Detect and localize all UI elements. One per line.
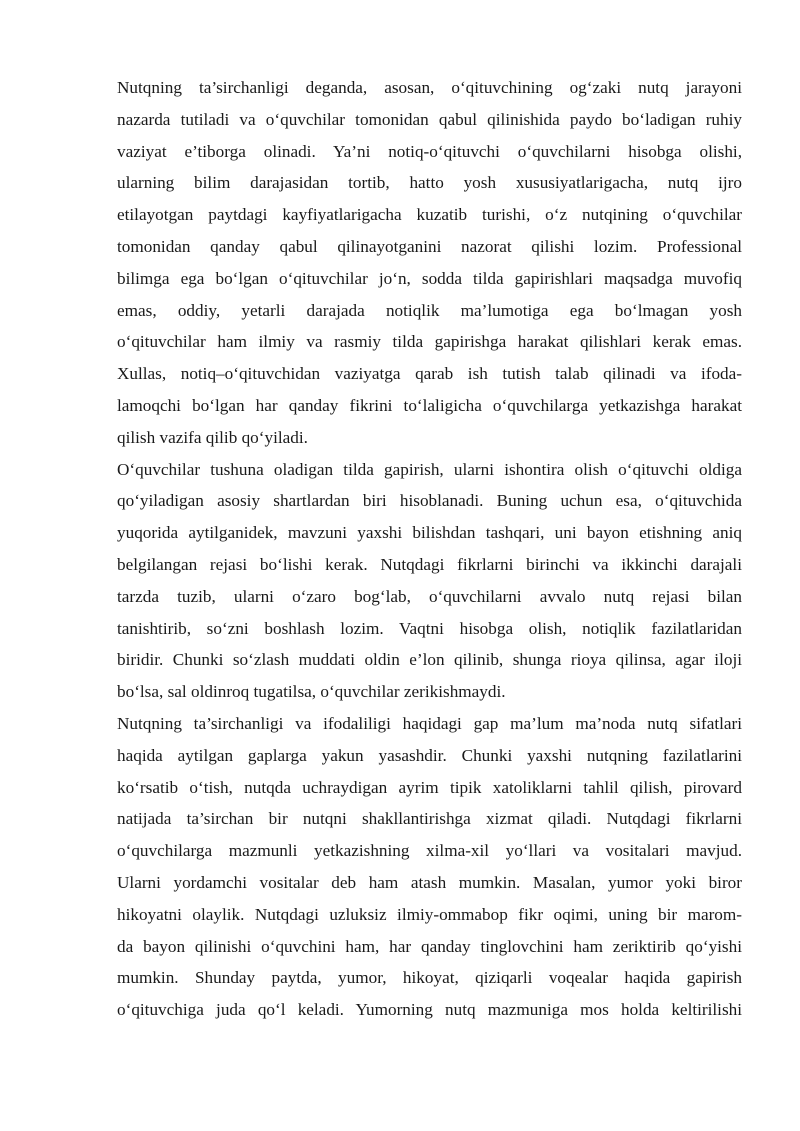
text-line: ularning bilim darajasidan tortib, hatto yosh xususiyatlarigacha, nutq ijro bbox=[117, 173, 742, 193]
text-line: bo‘lsa, sal oldinroq tugatilsa, o‘quvchilar zerikishmaydi. bbox=[117, 682, 506, 702]
text-line: qo‘yiladigan asosiy shartlardan biri hisoblanadi. Buning uchun esa, o‘qituvchida bbox=[117, 491, 742, 511]
text-line: emas, oddiy, yetarli darajada notiqlik ma’lumotiga ega bo‘lmagan yosh bbox=[117, 300, 742, 320]
text-line: lamoqchi bo‘lgan har qanday fikrini to‘laligicha o‘quvchilarga yetkazishga harakat bbox=[117, 395, 742, 415]
text-line: qilish vazifa qilib qo‘yiladi. bbox=[117, 427, 308, 447]
text-line: biridir. Chunki so‘zlash muddati oldin e’lon qilinib, shunga rioya qilinsa, agar iloji bbox=[117, 650, 742, 670]
text-line: tanishtirib, so‘zni boshlash lozim. Vaqtni hisobga olish, notiqlik fazilatlaridan bbox=[117, 618, 742, 638]
text-line: o‘qituvchiga juda qo‘l keladi. Yumorning nutq mazmuniga mos holda keltirilishi bbox=[117, 1000, 742, 1020]
document-body bbox=[117, 72, 742, 1026]
paragraph-3 bbox=[117, 708, 742, 1026]
text-line: nazarda tutiladi va o‘quvchilar tomonidan qabul qilinishida paydo bo‘ladigan ruhiy bbox=[117, 109, 742, 129]
text-line: Nutqning ta’sirchanligi va ifodaliligi haqidagi gap ma’lum ma’noda nutq sifatlari bbox=[117, 713, 742, 733]
text-line: hikoyatni olaylik. Nutqdagi uzluksiz ilmiy-ommabop fikr oqimi, uning bir marom- bbox=[117, 904, 742, 924]
paragraph-1 bbox=[117, 72, 742, 454]
text-line: etilayotgan paytdagi kayfiyatlarigacha kuzatib turishi, o‘z nutqining o‘quvchilar bbox=[117, 205, 742, 225]
text-line: bilimga ega bo‘lgan o‘qituvchilar jo‘n, sodda tilda gapirishlari maqsadga muvofiq bbox=[117, 268, 742, 288]
text-line: Xullas, notiq–o‘qituvchidan vaziyatga qarab ish tutish talab qilinadi va ifoda- bbox=[117, 364, 742, 384]
text-line: yuqorida aytilganidek, mavzuni yaxshi bilishdan tashqari, uni bayon etishning aniq bbox=[117, 523, 742, 543]
paragraph-2 bbox=[117, 454, 742, 708]
text-line: da bayon qilinishi o‘quvchini ham, har qanday tinglovchini ham zeriktirib qo‘yishi bbox=[117, 936, 742, 956]
text-line: haqida aytilgan gaplarga yakun yasashdir. Chunki yaxshi nutqning fazilatlarini bbox=[117, 745, 742, 765]
text-line: vaziyat e’tiborga olinadi. Ya’ni notiq-o‘qituvchi o‘quvchilarni hisobga olishi, bbox=[117, 141, 742, 161]
text-line: Ularni yordamchi vositalar deb ham atash mumkin. Masalan, yumor yoki biror bbox=[117, 872, 742, 892]
text-line: belgilangan rejasi bo‘lishi kerak. Nutqdagi fikrlarni birinchi va ikkinchi darajali bbox=[117, 554, 742, 574]
text-line: O‘quvchilar tushuna oladigan tilda gapirish, ularni ishontira olish o‘qituvchi oldiga bbox=[117, 459, 742, 479]
text-line: Nutqning ta’sirchanligi deganda, asosan, o‘qituvchining og‘zaki nutq jarayoni bbox=[117, 78, 742, 97]
text-line: tarzda tuzib, ularni o‘zaro bog‘lab, o‘quvchilarni avvalo nutq rejasi bilan bbox=[117, 586, 742, 606]
text-line: ko‘rsatib o‘tish, nutqda uchraydigan ayrim tipik xatoliklarni tahlil qilish, pirovard bbox=[117, 777, 742, 797]
text-line: mumkin. Shunday paytda, yumor, hikoyat, qiziqarli voqealar haqida gapirish bbox=[117, 968, 742, 988]
text-line: o‘qituvchilar ham ilmiy va rasmiy tilda gapirishga harakat qilishlari kerak emas. bbox=[117, 332, 742, 352]
text-line: tomonidan qanday qabul qilinayotganini nazorat qilishi lozim. Professional bbox=[117, 236, 742, 256]
text-line: o‘quvchilarga mazmunli yetkazishning xilma-xil yo‘llari va vositalari mavjud. bbox=[117, 841, 742, 861]
text-line: natijada ta’sirchan bir nutqni shakllantirishga xizmat qiladi. Nutqdagi fikrlarni bbox=[117, 809, 742, 829]
